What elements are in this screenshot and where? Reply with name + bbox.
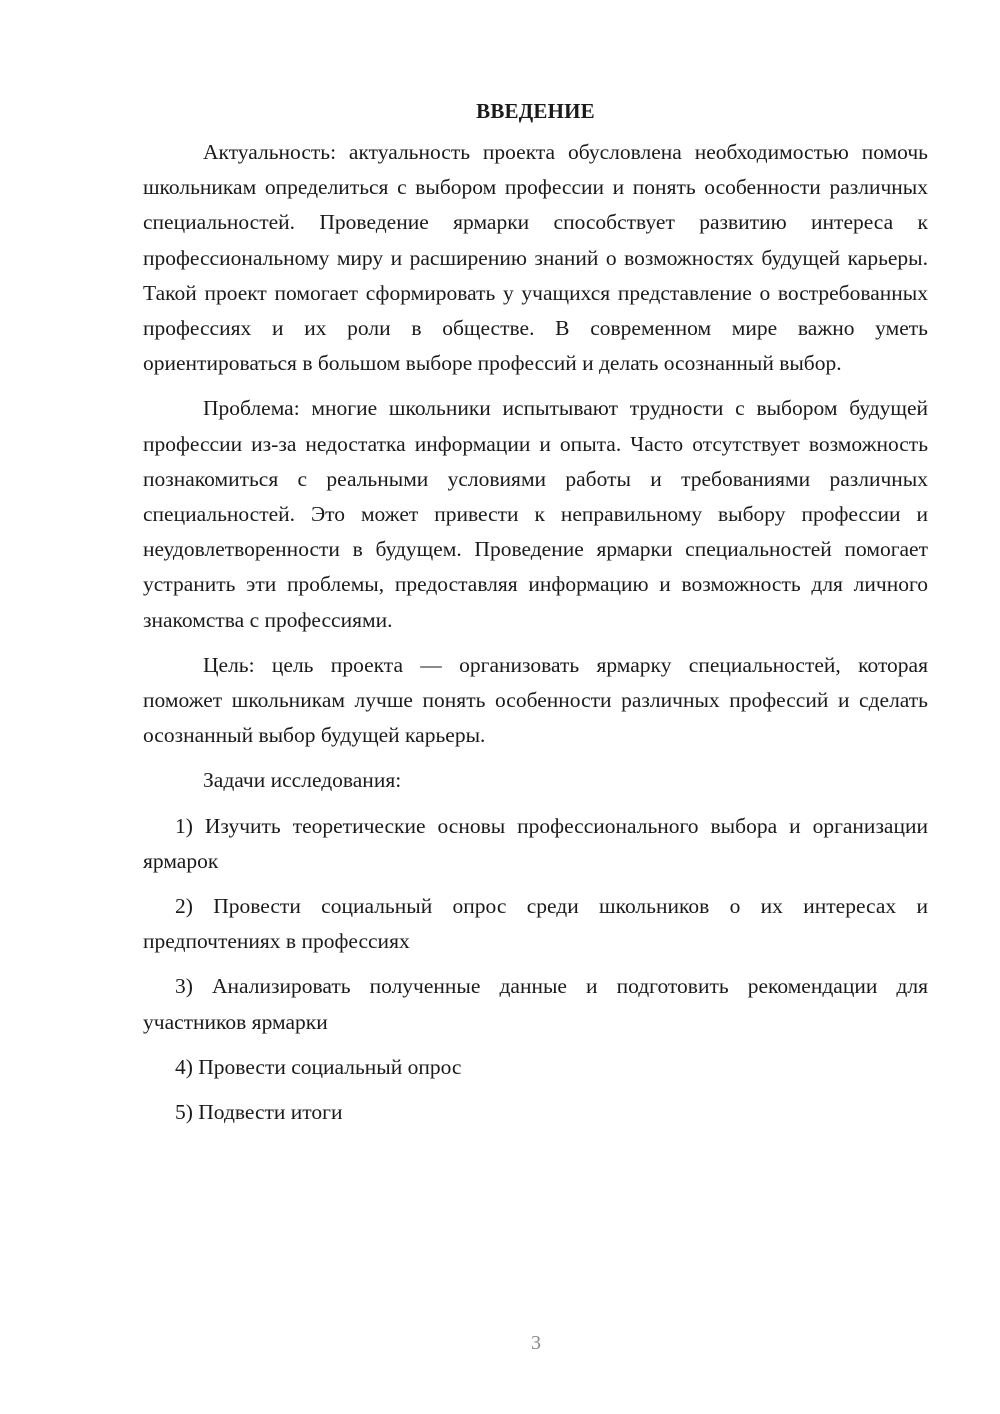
task-item: 2) Провести социальный опрос среди школьников о их интересах и предпочтениях в профессиях — [143, 894, 928, 954]
tasks-title: Задачи исследования: — [203, 768, 402, 793]
page-number: 3 — [531, 1332, 541, 1354]
section-heading: ВВЕДЕНИЕ — [476, 99, 595, 123]
task-item: 4) Провести социальный опрос — [175, 1054, 462, 1079]
paragraph-relevance: Актуальность: актуальность проекта обусловлена необходимостью помочь школьникам определиться с выбором профессии и понять особенности различных специальностей. Проведение ярмарки способствует развитию интереса к профессиональному миру и расширению знаний о возможностях будущей карьеры. Такой проект помогает сформировать у учащихся представление о востребованных профессиях и их роли в обществе. В современном мире важно уметь ориентироваться в большом выборе профессий и делать осознанный выбор. — [143, 140, 928, 376]
page-content — [143, 94, 928, 1140]
task-item: 3) Анализировать полученные данные и подготовить рекомендации для участников ярмарки — [143, 974, 928, 1034]
task-item: 1) Изучить теоретические основы профессионального выбора и организации ярмарок — [143, 813, 928, 873]
task-item: 5) Подвести итоги — [175, 1100, 343, 1125]
paragraph-goal: Цель: цель проекта — организовать ярмарку специальностей, которая поможет школьникам лучше понять особенности различных профессий и сделать осознанный выбор будущей карьеры. — [143, 652, 928, 748]
paragraph-problem: Проблема: многие школьники испытывают трудности с выбором будущей профессии из-за недостатка информации и опыта. Часто отсутствует возможность познакомиться с реальными условиями работы и требованиями различных специальностей. Это может привести к неправильному выбору профессии и неудовлетворенности в будущем. Проведение ярмарки специальностей помогает устранить эти проблемы, предоставляя информацию и возможность для личного знакомства с профессиями. — [143, 396, 928, 632]
